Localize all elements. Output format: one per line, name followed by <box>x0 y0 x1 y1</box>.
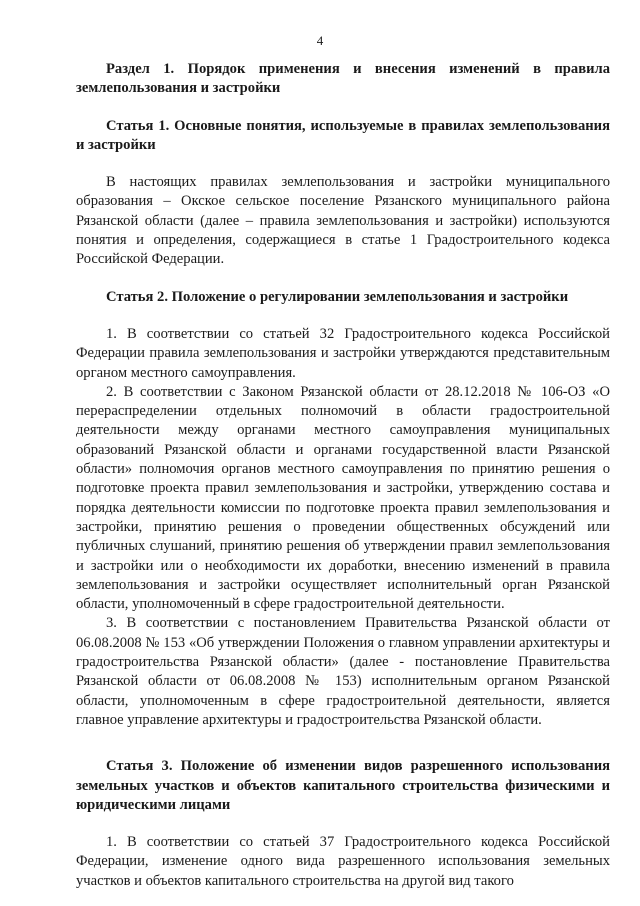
page-number: 4 <box>316 33 324 48</box>
article-1-paragraph: В настоящих правилах землепользования и застройки муниципального образования – Окское сельское поселение Рязанского муниципального района Рязанской области (далее – правила землепользования и застройки) используются понятия и определения, содержащиеся в статье 1 Градостроительного кодекса Российской Федерации. <box>76 174 610 268</box>
article-1-title: Статья 1. Основные понятия, используемые в правилах землепользования и застройки <box>76 117 610 153</box>
article-3-title: Статья 3. Положение об изменении видов разрешенного использования земельных участков и объектов капитального строительства физическими и юридическими лицами <box>76 758 610 813</box>
article-3-paragraph-1: 1. В соответствии со статьей 37 Градостроительного кодекса Российской Федерации, изменение одного вида разрешенного использования земельных участков и объектов капитального строительства на другой вид такого <box>76 834 610 889</box>
article-2-title: Статья 2. Положение о регулировании землепользования и застройки <box>106 288 569 305</box>
document-body <box>76 60 610 891</box>
section-1-title: Раздел 1. Порядок применения и внесения изменений в правила землепользования и застройки <box>76 61 610 97</box>
article-2-paragraph-3: 3. В соответствии с постановлением Правительства Рязанской области от 06.08.2008 № 153 «Об утверждении Положения о главном управлении архитектуры и градостроительства Рязанской области» (далее - постановление Правительства Рязанской области от 06.08.2008 № 153) исполнительным органом Рязанской области, уполномоченным в сфере градостроительной деятельности, является главное управление архитектуры и градостроительства Рязанской области. <box>76 615 610 728</box>
article-2-paragraph-1: 1. В соответствии со статьей 32 Градостроительного кодекса Российской Федерации правила землепользования и застройки утверждаются представительным органом местного самоуправления. <box>76 325 610 381</box>
article-2-paragraph-2: 2. В соответствии с Законом Рязанской области от 28.12.2018 № 106-ОЗ «О перераспределении отдельных полномочий в области градостроительной деятельности между органами местного самоуправления муниципальных образований Рязанской области и органами государственной власти Рязанской области» полномочия органов местного самоуправления по принятию решения о подготовке проекта правил землепользования и застройки, утверждению состава и порядка деятельности комиссии по подготовке проекта правил землепользования и застройки, принятию решения о проведении общественных обсуждений или публичных слушаний, принятию решения об утверждении правил землепользования и застройки или о необходимости их доработки, внесению изменений в правила землепользования и застройки осуществляет исполнительный орган Рязанской области, уполномоченный в сфере градостроительной деятельности. <box>76 383 610 613</box>
